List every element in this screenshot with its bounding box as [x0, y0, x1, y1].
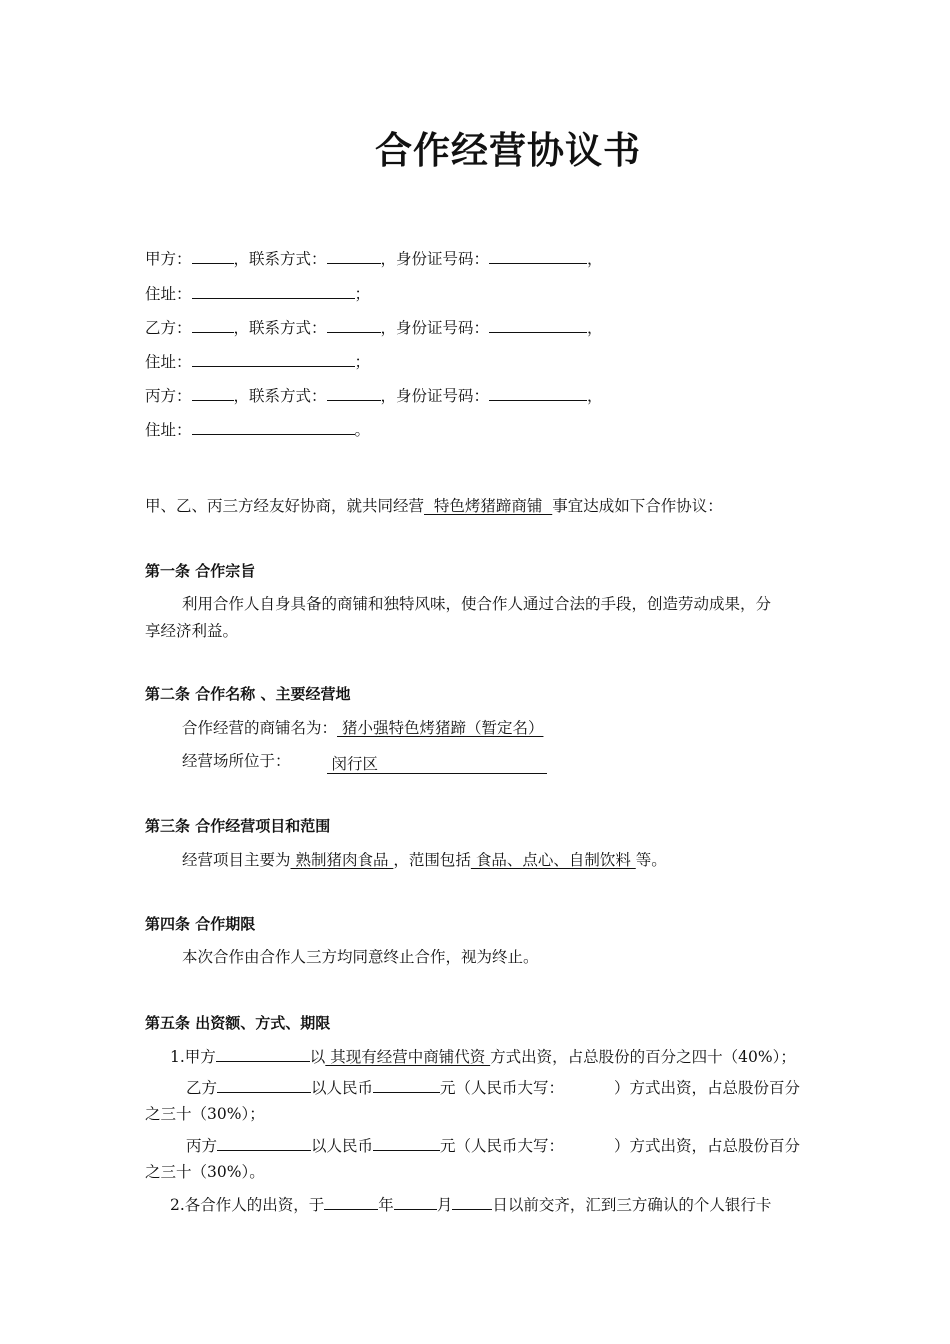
- party-b-id-label: ，身份证号码：: [380, 319, 490, 337]
- party-c-share-text: ）方式出资，占总股份百分: [614, 1137, 801, 1155]
- article-4-text: 本次合作由合作人三方均同意终止合作，视为终止。: [182, 948, 539, 966]
- party-a-address-blank[interactable]: [192, 282, 355, 299]
- party-a-end: ，: [587, 250, 603, 268]
- intro-shop-type: 特色烤猪蹄商铺: [424, 497, 553, 515]
- party-c-id-blank[interactable]: [489, 384, 587, 401]
- party-c-name-blank[interactable]: [192, 384, 234, 401]
- party-a-contribution-label: 1.甲方: [170, 1048, 216, 1066]
- party-b-address-label: 住址：: [145, 353, 192, 371]
- party-c-contact-label: ，联系方式：: [233, 387, 327, 405]
- party-b-line: [145, 316, 603, 338]
- article-1-line-2: 享经济利益。: [145, 622, 239, 640]
- deadline-year-blank[interactable]: [324, 1193, 378, 1210]
- party-c-end: ，: [587, 387, 603, 405]
- party-a-id-label: ，身份证号码：: [380, 250, 490, 268]
- deadline-day-blank[interactable]: [452, 1193, 492, 1210]
- article-5-heading: 第五条 出资额、方式、期限: [145, 1014, 331, 1032]
- deadline-text: 日以前交齐，汇到三方确认的个人银行卡: [492, 1196, 772, 1214]
- party-c-contribution-label: 丙方: [186, 1137, 218, 1155]
- location-value: 闵行区: [327, 755, 547, 774]
- party-b-contact-label: ，联系方式：: [233, 319, 327, 337]
- article-1-line-1: 利用合作人自身具备的商铺和独特风味，使合作人通过合法的手段，创造劳动成果，分: [182, 595, 772, 613]
- party-a-by: 以: [309, 1048, 326, 1066]
- party-c-address-label: 住址：: [145, 421, 192, 439]
- article-5-clause-1c: [186, 1134, 800, 1156]
- party-b-address-line: [145, 350, 370, 372]
- project-value: 熟制猪肉食品: [290, 851, 394, 869]
- party-c-contact-blank[interactable]: [327, 384, 381, 401]
- party-a-label: 甲方：: [145, 250, 192, 268]
- scope-value: 食品、点心、自制饮料: [470, 851, 636, 869]
- party-c-rmb-label: 以人民币: [311, 1137, 374, 1155]
- scope-end: 等。: [635, 851, 667, 869]
- party-b-contact-blank[interactable]: [327, 316, 381, 333]
- document-title: 合作经营协议书: [375, 128, 641, 172]
- article-5-clause-1b-cont: 之三十（30%）；: [145, 1105, 265, 1123]
- party-b-rmb-label: 以人民币: [311, 1079, 374, 1097]
- project-label: 经营项目主要为: [182, 851, 291, 869]
- article-5-clause-1b: [186, 1076, 800, 1098]
- party-a-id-blank[interactable]: [489, 247, 587, 264]
- article-2-location-line: [182, 749, 547, 774]
- party-b-id-blank[interactable]: [489, 316, 587, 333]
- party-c-address-line: [145, 418, 370, 440]
- party-b-capital-label: 元（人民币大写：: [440, 1079, 565, 1097]
- article-4-heading: 第四条 合作期限: [145, 915, 256, 933]
- deadline-month-blank[interactable]: [394, 1193, 437, 1210]
- location-label: 经营场所位于：: [182, 752, 291, 770]
- intro-text-before: 甲、乙、丙三方经友好协商，就共同经营: [145, 497, 425, 515]
- year-label: 年: [378, 1196, 394, 1214]
- article-2-heading: 第二条 合作名称 、主要经营地: [145, 685, 351, 703]
- party-a-line: [145, 247, 603, 269]
- party-a-contact-label: ，联系方式：: [233, 250, 327, 268]
- party-b-label: 乙方：: [145, 319, 192, 337]
- party-c-line: [145, 384, 603, 406]
- month-label: 月: [436, 1196, 453, 1214]
- party-a-share-text: 方式出资，占总股份的百分之四十（40%）；: [490, 1048, 796, 1066]
- party-a-address-label: 住址：: [145, 285, 192, 303]
- intro-text-after: 事宜达成如下合作协议：: [552, 497, 723, 515]
- party-b-end: ，: [587, 319, 603, 337]
- party-a-address-end: ；: [354, 285, 371, 303]
- party-c-contribution-blank[interactable]: [217, 1134, 311, 1151]
- deadline-label: 2.各合作人的出资，于: [170, 1196, 325, 1214]
- party-a-contribution-blank[interactable]: [216, 1045, 310, 1062]
- article-3-heading: 第三条 合作经营项目和范围: [145, 817, 331, 835]
- party-a-contact-blank[interactable]: [327, 247, 381, 264]
- shop-name-label: 合作经营的商铺名为：: [182, 719, 338, 737]
- article-2-shop-name-line: [182, 716, 543, 738]
- party-a-name-blank[interactable]: [192, 247, 234, 264]
- party-b-address-end: ；: [354, 353, 371, 371]
- party-a-contribution-mode: 其现有经营中商铺代资: [325, 1048, 491, 1066]
- article-5-clause-1c-cont: 之三十（30%）。: [145, 1163, 265, 1181]
- party-c-capital-label: 元（人民币大写：: [440, 1137, 565, 1155]
- article-1-heading: 第一条 合作宗旨: [145, 562, 256, 580]
- party-b-contribution-label: 乙方: [186, 1079, 218, 1097]
- party-b-share-text: ）方式出资，占总股份百分: [614, 1079, 801, 1097]
- article-5-clause-1a: [170, 1045, 796, 1067]
- shop-name-value: 猪小强特色烤猪蹄（暂定名）: [337, 719, 544, 737]
- article-3-text: [182, 848, 667, 870]
- party-c-amount-blank[interactable]: [373, 1134, 440, 1151]
- party-b-name-blank[interactable]: [192, 316, 234, 333]
- scope-label: ，范围包括: [393, 851, 471, 869]
- party-c-label: 丙方：: [145, 387, 192, 405]
- party-c-address-end: 。: [354, 421, 371, 439]
- party-b-address-blank[interactable]: [192, 350, 355, 367]
- article-5-clause-2: [170, 1193, 771, 1215]
- party-b-contribution-blank[interactable]: [217, 1076, 311, 1093]
- intro-paragraph: [145, 494, 723, 516]
- party-a-address-line: [145, 282, 370, 304]
- party-b-amount-blank[interactable]: [373, 1076, 440, 1093]
- party-c-address-blank[interactable]: [192, 418, 355, 435]
- party-c-id-label: ，身份证号码：: [380, 387, 490, 405]
